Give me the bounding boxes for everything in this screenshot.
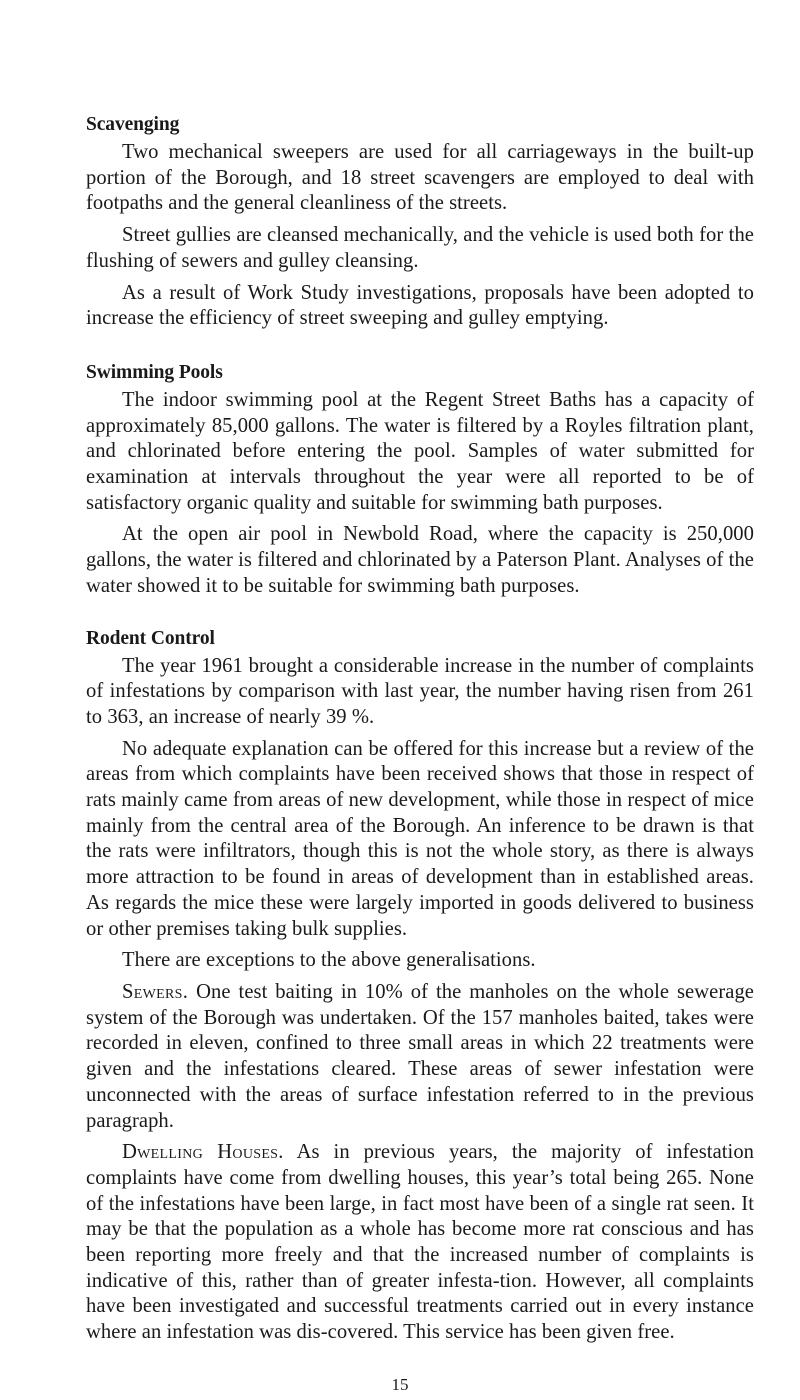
paragraph: Street gullies are cleansed mechanically, and the vehicle is used both for the flushing of sewers and gulley cleansing. bbox=[86, 224, 754, 272]
section-scavenging bbox=[86, 112, 754, 332]
section-heading: Scavenging bbox=[86, 114, 180, 135]
section-heading: Swimming Pools bbox=[86, 361, 223, 383]
section-swimming-pools bbox=[86, 360, 754, 600]
paragraph: As a result of Work Study investigations, proposals have been adopted to increase the efficiency of street sweeping and gulley emptying. bbox=[86, 281, 754, 330]
subsection-text: As in previous years, the majority of infestation complaints have come from dwelling houses, this year’s total being 265. None of the infestations have been large, in fact most have been of a single rat seen. It may be that the population as a whole has become more rat conscious and has been reporting more freely and that the increased number of complaints is indicative of this, rather than of greater infesta-tion. However, all complaints have been investigated and successful treatments carried out in every instance where an infestation was dis-covered. This service has been given free. bbox=[86, 1141, 755, 1344]
paragraph: The indoor swimming pool at the Regent Street Baths has a capacity of approximately 85,000 gallons. The water is filtered by a Royles filtration plant, and chlorinated before entering the pool. Samples of water submitted for examination at intervals throughout the year were all reported to be of satisfactory organic quality and suitable for swimming bath purposes. bbox=[86, 388, 754, 514]
paragraph: There are exceptions to the above generalisations. bbox=[122, 949, 536, 972]
paragraph: Two mechanical sweepers are used for all carriageways in the built-up portion of the Borough, and 18 street scavengers are employed to deal with footpaths and the general cleanliness of the streets. bbox=[86, 141, 754, 215]
subsection-lead: Dwelling Houses. bbox=[122, 1141, 284, 1164]
subsection-lead: Sewers. bbox=[122, 980, 189, 1003]
page-content bbox=[86, 112, 754, 1352]
subsection-text: One test baiting in 10% of the manholes on the whole sewerage system of the Borough was undertaken. Of the 157 manholes baited, takes were recorded in eleven, confined to three small areas in which 22 treatments were given and the infestations cleared. These areas of sewer infestation were unconnected with the areas of surface infestation referred to in the previous paragraph. bbox=[86, 980, 754, 1132]
subsection-dwelling-houses bbox=[86, 1140, 754, 1346]
paragraph: The year 1961 brought a considerable increase in the number of complaints of infestations by comparison with last year, the number having risen from 261 to 363, an increase of nearly 39 %. bbox=[86, 654, 754, 728]
section-heading: Rodent Control bbox=[86, 627, 215, 649]
page-number: 15 bbox=[391, 1375, 409, 1394]
section-rodent-control bbox=[86, 626, 754, 1346]
paragraph: No adequate explanation can be offered for this increase but a review of the areas from which complaints have been received shows that those in respect of rats mainly came from areas of new development, while those in respect of mice mainly from the central area of the Borough. An inference to be drawn is that the rats were infiltrators, though this is not the whole story, as there is always more attraction to be found in areas of development than in established areas. As regards the mice these were largely imported in goods delivered to business or other premises taking bulk supplies. bbox=[86, 737, 754, 940]
subsection-sewers bbox=[86, 980, 754, 1134]
paragraph: At the open air pool in Newbold Road, where the capacity is 250,000 gallons, the water is filtered and chlorinated by a Paterson Plant. Analyses of the water showed it to be suitable for swimming bath purposes. bbox=[86, 523, 754, 597]
